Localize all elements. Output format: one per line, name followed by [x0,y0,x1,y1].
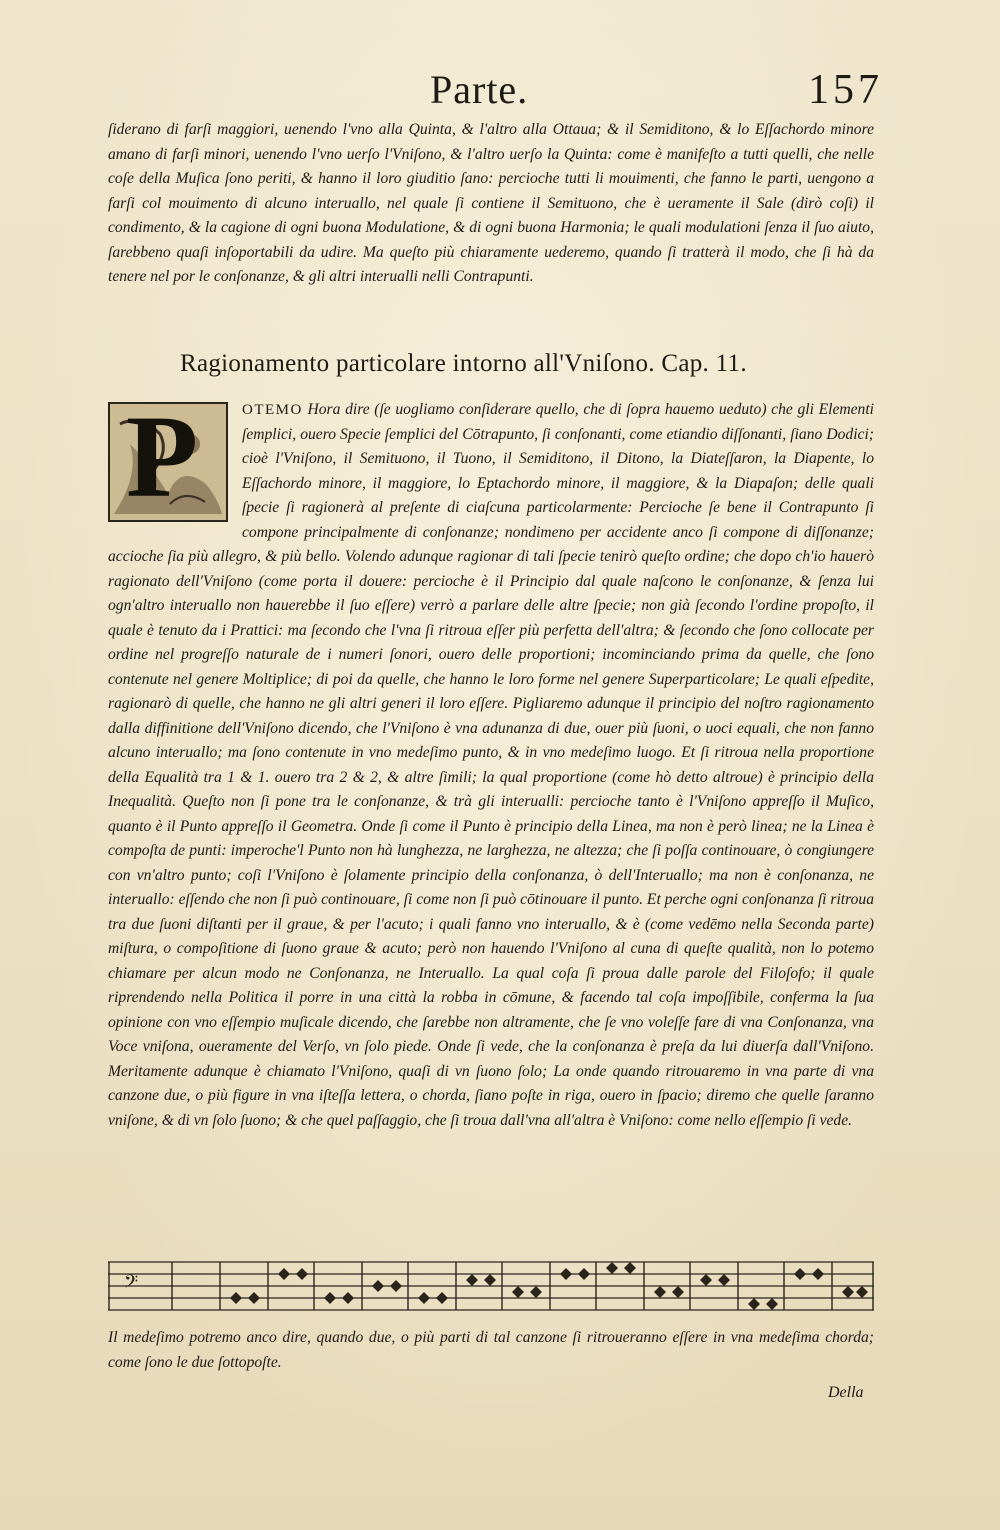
musical-example [108,1252,874,1322]
intro-paragraph: ſiderano di farſi maggiori, uenendo l'vno alla Quinta, & l'altro alla Ottaua; & il Semiditono, & lo Eſſachordo minore amano di farſi minori, uenendo l'vno uerſo l'Vniſono, & l'altro uerſo la Quinta: come è manifeſto a tutti quelli, che nelle coſe della Muſica ſono periti, & hanno il loro giuditio ſano: percioche tutti li mouimenti, che fanno le parti, uengono a farſi col mouimento di alcuno interuallo, nel quale ſi contiene il Semituono, che è ueramente il Sale (dirò coſi) il condimento, & la cagione di ogni buona Modulatione, & di ogni buona Harmonia; le quali modulationi ſenza il ſuo aiuto, ſarebbeno quaſi inſoportabili da udire. Ma queſto più chiaramente uederemo, quando ſi tratterà il modo, che ſi hà da tenere nel por le conſonanze, & gli altri interualli nelli Contrapunti. [108,121,874,285]
chapter-paragraph: Hora dire (ſe uogliamo conſiderare quello, che di ſopra hauemo ueduto) che gli Elementi ſemplici, ouero Specie ſemplici del Cōtrapunto, ſi conſonanti, come etiandio diſſonanti, ſiano Dodici; cioè l'Vniſono, il Semituono, il Tuono, il Semiditono, il Ditono, la Diateſſaron, la Diapente, lo Eſſachordo minore, il maggiore, lo Eptachordo minore, il maggiore, & la Diapaſon; delle quali ſpecie ſi ragionerà al preſente di ciaſcuna particolarmente: Percioche ſe bene il Contrapunto ſi compone principalmente di conſonanze; nondimeno per accidente anco ſi compone di diſſonanze; accioche ſia più allegro, & più bello. Volendo adunque ragionar di tali ſpecie tenirò queſto ordine; che dopo ch'io hauerò ragionato dell'Vniſono (come porta il douere: percioche è il Principio dal quale naſcono le conſonanze, & ſenza lui ogn'altro interuallo non hauerebbe il ſuo eſſere) verrò a parlare delle altre ſpecie; non già ſecondo l'ordine propoſto, il quale è tenuto da i Prattici: ma ſecondo che l'vna ſi ritroua eſſer più perfetta dell'altra; & ſecondo che ſono collocate per ordine nel progreſſo naturale de i numeri ſonori, ouero delle proportioni; incominciando prima da quelle, che ſono contenute nel genere Moltiplice; di poi da quelle, che hanno le loro forme nel genere Superparticolare; Le quali eſpedite, ragionarò di quelle, che hanno ne gli altri generi il loro eſſere. Pigliaremo adunque il principio del noſtro ragionamento dalla diffinitione dell'Vniſono dicendo, che l'Vniſono è vna adunanza di due, ouer più ſuoni, o uoci equali, che non fanno alcuno interuallo; ma ſono contenute in vno medeſimo punto, & in vno medeſimo luogo. Et ſi ritroua nella proportione della Equalità tra 1 & 1. ouero tra 2 & 2, & altre ſimili; la qual proportione (come hò detto altroue) è principio della Inequalità. Queſto non ſi pone tra le conſonanze, & trà gli interualli: percioche tanto è l'Vniſono appreſſo il Muſico, quanto è il Punto appreſſo il Geometra. Onde ſi come il Punto è principio della Linea, ma non è però linea; ne la Linea è compoſta de punti: imperoche'l Punto non hà lunghezza, ne larghezza, ne altezza; che ſi poſſa continouare, ò congiungere con vn'altro punto; coſi l'Vniſono è ſolamente principio della conſonanza, ò dell'Interuallo; ma non è conſonanza, ne interuallo: eſſendo che non ſi può continouare, ſi come non ſi può cōtinouare il punto. Et perche ogni conſonanza ſi ritroua tra due ſuoni diſtanti per il graue, & per l'acuto; i quali fanno vno interuallo, & è (come vedēmo nella Seconda parte) miſtura, o compoſitione di ſuono graue & acuto; però non hauendo l'Vniſono al cuna di queſte qualità, non lo potemo chiamare per alcun modo ne Conſonanza, ne Interuallo. La qual coſa ſi proua dalle parole del Filoſofo; il quale riprendendo nella Politica il porre in una città la robba in cōmune, & facendo tal coſa impoſſibile, conferma la ſua opinione con vno eſſempio muſicale dicendo, che ſarebbe non altramente, che ſe vno voleſſe fare di vna Conſonanza, vna Voce vniſona, oueramente del Verſo, vn ſolo piede. Onde ſi vede, che la conſonanza è preſa da lui diuerſa dall'Vniſono. Meritamente adunque è chiamato l'Vniſono, quaſi di vn ſuono ſolo; La onde quando ritrouaremo in vna parte di vna canzone due, o più figure in vna iſteſſa lettera, o chorda, ſiano poſte in riga, ouero in ſpacio; diremo che quelle ſaranno vniſone, & di vn ſolo ſuono; & che quel paſſaggio, che ſi troua dall'vna all'altra è Vniſono: come nello eſſempio ſi vede. [108,401,875,1129]
chapter-opening-word: OTEMO [242,402,303,418]
running-head: Parte. [430,67,529,112]
closing-paragraph: Il medeſimo potremo anco dire, quando due, o più parti di tal canzone ſi ritroueranno eſſere in vna medeſima chorda; come ſono le due ſottopoſte. [108,1329,874,1371]
staff-lines [108,1262,874,1310]
chapter-body [108,398,874,1133]
page-number: 157 [808,67,883,113]
initial-letter: P [126,402,199,522]
chapter-heading: Ragionamento particolare intorno all'Vniſono. Cap. 11. [180,350,747,377]
catchword: Della [828,1384,864,1401]
clef-icon: 𝄢 [124,1272,139,1297]
decorated-initial [108,402,228,522]
